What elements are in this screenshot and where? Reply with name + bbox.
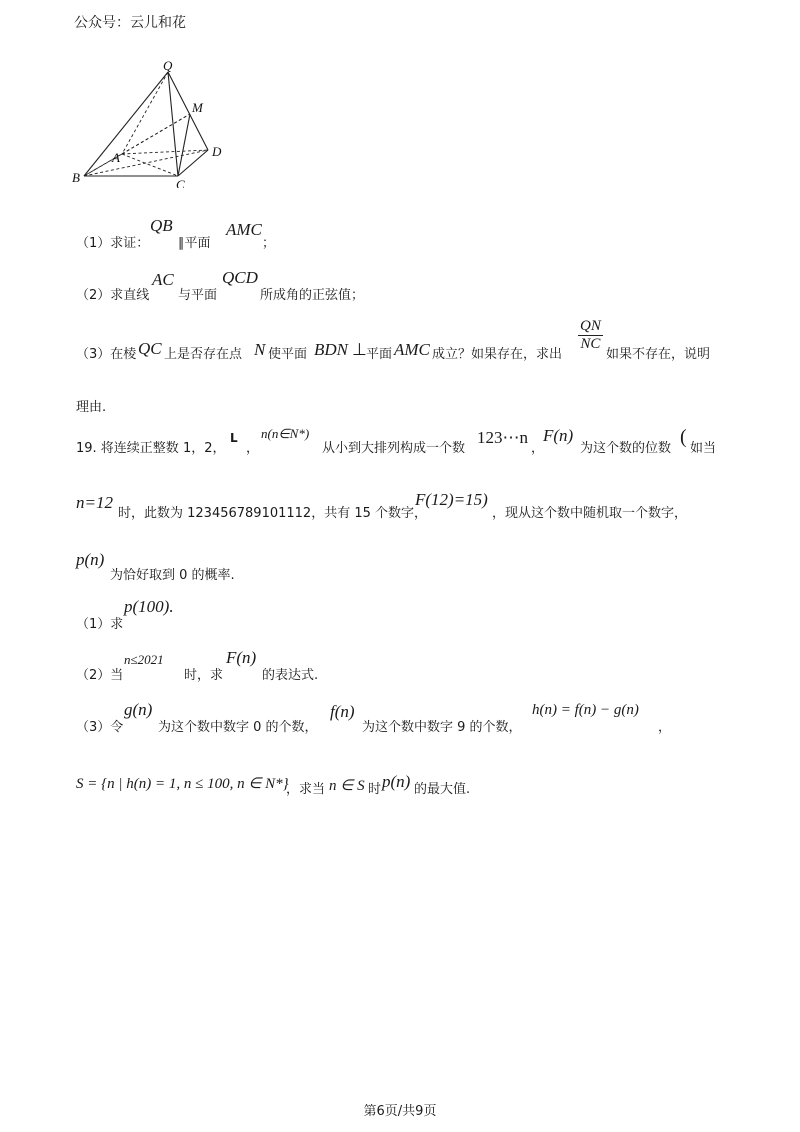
q18-p2-ac: AC xyxy=(152,270,174,289)
label-d: D xyxy=(212,144,222,159)
label-b: B xyxy=(72,170,80,185)
q18-p3-t4: 成立？如果存在，求出 xyxy=(432,347,563,362)
q19-intro-nset: n(n∈N*) xyxy=(261,426,310,441)
q19-line3-a: 为恰好取到 0 的概率. xyxy=(110,568,235,583)
q19-intro-e: 为这个数的位数 xyxy=(580,441,672,456)
q18-p3-num: （3）在棱 xyxy=(76,347,137,362)
q19-p3-gn: g(n) xyxy=(124,700,153,719)
q19-p3-hn: h(n) = f(n) − g(n) xyxy=(532,702,639,718)
edge-ad xyxy=(122,150,208,154)
q19-intro-b: ， xyxy=(246,441,260,456)
q18-p3-t3: 平面 xyxy=(366,347,393,362)
q19-p3-c: ， xyxy=(658,720,672,735)
q19-set-s: S = {n | h(n) = 1, n ≤ 100, n ∈ N*} xyxy=(76,776,289,792)
q19-intro-f: 如当 xyxy=(690,441,717,456)
q19-intro-c: 从小到大排列构成一个数 xyxy=(322,441,466,456)
q18-p3-n: N xyxy=(254,340,266,359)
q19-p2-num: （2）当 xyxy=(76,668,124,683)
q19-set-a: ，求当 xyxy=(286,782,326,797)
q18-p2-num: （2）求直线 xyxy=(76,288,150,303)
q19-intro-fn: F(n) xyxy=(543,426,574,445)
q19-intro-d: ， xyxy=(531,441,545,456)
q18-p3-amc: AMC xyxy=(394,340,430,359)
edge-qb xyxy=(84,72,168,176)
q18-p1-qb: QB xyxy=(150,216,173,235)
edge-bd xyxy=(84,150,208,176)
q19-p3-a: 为这个数中数字 0 的个数， xyxy=(158,720,318,735)
q19-set-b: 时 xyxy=(368,782,382,797)
q18-p1-num: （1）求证： xyxy=(76,236,150,251)
q19-line3-pn: p(n) xyxy=(76,550,105,569)
q19-set-pn: p(n) xyxy=(382,772,411,791)
q18-p3-t1: 上是否存在点 xyxy=(164,347,243,362)
q19-line2-b: ，现从这个数中随机取一个数字， xyxy=(492,506,688,521)
edge-ac xyxy=(122,154,178,176)
header-public-account: 公众号：云儿和花 xyxy=(74,15,186,31)
q18-p1-amc: AMC xyxy=(226,220,262,239)
q19-p2-b: 的表达式. xyxy=(262,668,319,683)
q18-p2-qcd: QCD xyxy=(222,268,258,287)
q19-p2-cond: n≤2021 xyxy=(124,652,164,667)
q19-p3-b: 为这个数中数字 9 的个数， xyxy=(362,720,522,735)
q18-p1-end: ； xyxy=(262,236,276,251)
q19-intro-paren: ( xyxy=(680,426,687,448)
q19-p1-p100: p(100). xyxy=(124,597,174,616)
page-number: 第6页/共9页 xyxy=(363,1104,437,1119)
q19-set-cond: n ∈ S xyxy=(329,778,365,794)
q18-p3-fraction xyxy=(578,318,603,353)
label-q: Q xyxy=(163,58,173,73)
q18-p3-t2: 使平面 xyxy=(268,347,308,362)
label-m: M xyxy=(192,100,203,115)
q19-line2-eq: n=12 xyxy=(76,493,113,512)
q19-set-c: 的最大值. xyxy=(414,782,471,797)
q18-p1-parallel: ∥平面 xyxy=(178,236,211,251)
fraction-denominator: NC xyxy=(580,336,601,352)
q18-p3-perp: ⊥ xyxy=(352,340,367,359)
q19-intro-a: 19. 将连续正整数 1，2， xyxy=(76,441,226,456)
pyramid-figure xyxy=(68,58,248,188)
q19-p3-fn: f(n) xyxy=(330,702,355,721)
q18-p3-t6: 理由. xyxy=(76,400,107,415)
q19-intro-seq: 123⋯n xyxy=(477,428,528,447)
fraction-numerator: QN xyxy=(580,318,601,334)
q19-line2-f12: F(12)=15) xyxy=(415,490,488,509)
q18-p2-t2: 所成角的正弦值； xyxy=(260,288,365,303)
q19-p1-num: （1）求 xyxy=(76,617,124,632)
label-c: C xyxy=(176,177,185,188)
q19-line2-a: 时，此数为 123456789101112，共有 15 个数字， xyxy=(118,506,428,521)
label-a: A xyxy=(112,150,120,165)
q18-p3-bdn: BDN xyxy=(314,340,348,359)
q18-p3-qc: QC xyxy=(138,339,162,358)
q18-p3-t5: 如果不存在，说明 xyxy=(606,347,711,362)
edge-bm xyxy=(84,114,190,176)
ellipsis-glyph: L xyxy=(230,431,238,445)
q19-p2-fn: F(n) xyxy=(226,648,257,667)
q19-p3-num: （3）令 xyxy=(76,720,124,735)
edge-qa xyxy=(122,72,168,154)
q18-p2-t1: 与平面 xyxy=(178,288,218,303)
q19-p2-a: 时，求 xyxy=(184,668,224,683)
